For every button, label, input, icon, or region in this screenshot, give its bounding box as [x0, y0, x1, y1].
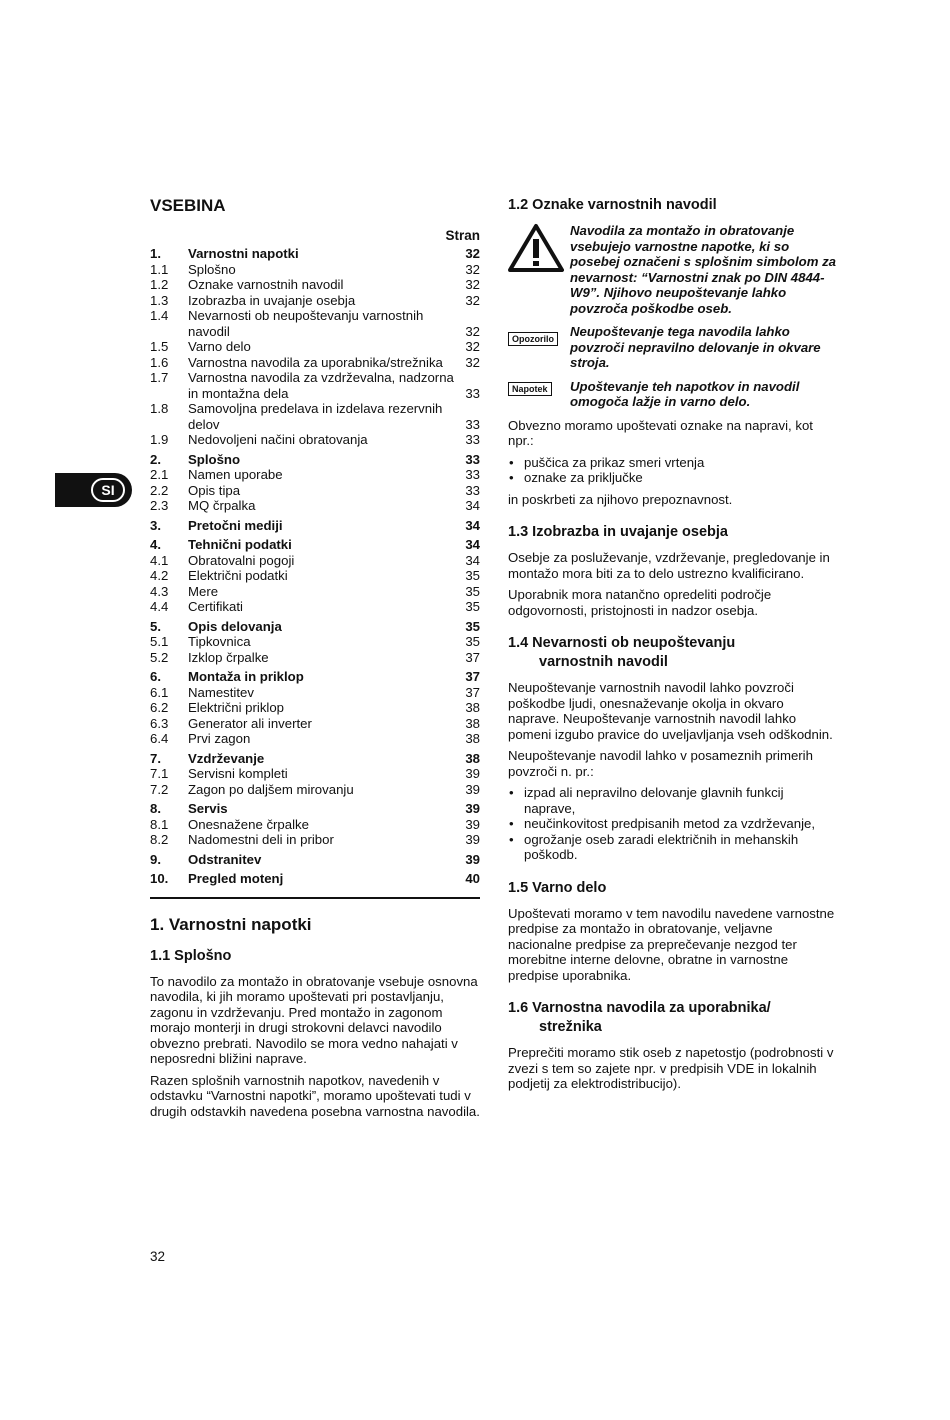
toc-entry-text: Opis tipa [188, 482, 241, 498]
toc-page-number: 32 [465, 246, 480, 261]
section-1-2-paragraph: Obvezno moramo upoštevati oznake na napravi, kot npr.: [508, 417, 813, 448]
toc-page-number: 35 [465, 599, 480, 614]
list-item: • puščica za prikaz smeri vrtenja [508, 455, 838, 471]
toc-page-header: Stran [445, 228, 480, 243]
toc-number: 5.1 [150, 634, 169, 649]
toc-row [150, 650, 480, 666]
toc-row [150, 308, 480, 339]
toc-row [150, 568, 480, 584]
toc-number: 4.3 [150, 583, 169, 599]
toc-row [150, 832, 480, 848]
section-1-4-title-line2: varnostnih navodil [539, 654, 668, 670]
toc-row [150, 634, 480, 650]
toc-page-number: 38 [465, 715, 480, 731]
toc-number: 7. [150, 750, 161, 766]
toc-number: 6.1 [150, 684, 169, 700]
toc-page-number: 32 [465, 292, 480, 308]
toc-row [150, 716, 480, 732]
toc-page-number: 32 [465, 339, 480, 354]
section-1-6-paragraph: Preprečiti moramo stik oseb z napetostjo (podrobnosti v zvezi s tem so zajete npr. v predpisih VDE in lokalnih podjetij za elektrodistribucijo). [508, 1045, 834, 1091]
toc-number: 4.1 [150, 552, 169, 568]
toc-entry-text: Tehnični podatki [188, 537, 292, 552]
toc-row [150, 467, 480, 483]
toc-number: 1.1 [150, 261, 169, 277]
toc-entry-text: Nedovoljeni načini obratovanja [188, 432, 368, 447]
language-tab [55, 473, 132, 507]
section-1-4-paragraph: Neupoštevanje navodil lahko v posameznih primerih povzroči n. pr.: [508, 748, 813, 779]
section-1-4-title-line1: 1.4 Nevarnosti ob neupoštevanju [508, 635, 736, 651]
toc-number: 6.4 [150, 731, 169, 746]
toc-page-number: 33 [465, 385, 480, 401]
toc-row [150, 262, 480, 278]
toc-row [150, 669, 480, 685]
toc-entry-text: Zagon po daljšem mirovanju [188, 781, 354, 797]
toc-number: 2.3 [150, 498, 169, 513]
toc-page-number: 33 [465, 416, 480, 432]
toc-entry-text: Varno delo [188, 339, 251, 354]
toc-row [150, 751, 480, 767]
warning-block [508, 223, 838, 316]
toc-entry-text: Namestitev [188, 684, 254, 700]
toc-page-number: 34 [465, 517, 480, 533]
toc-row [150, 355, 480, 371]
toc-row [150, 782, 480, 798]
toc-entry-text: Odstranitev [188, 851, 262, 867]
toc-row [150, 553, 480, 569]
toc-row [150, 293, 480, 309]
toc-number: 4. [150, 537, 161, 552]
toc-row [150, 432, 480, 448]
toc-entry-text: Servisni kompleti [188, 766, 288, 781]
toc-number: 1.6 [150, 354, 169, 370]
section-1-1-paragraph: Razen splošnih varnostnih napotkov, navedenih v odstavku “Varnostni napotki”, moramo upoštevati tudi v drugih odstavkih navedena posebna varnostna navodila. [150, 1072, 480, 1119]
toc-entry-text: Izklop črpalke [188, 649, 269, 665]
warning-text: Navodila za montažo in obratovanje vsebujejo varnostne napotke, ki so posebej označeni s splošnim simbolom za nevarnost: “Varnostni znak po DIN 4844-W9”. Njihovo neupoštevanje lahko povzroča poškodbe oseb. [570, 223, 837, 316]
toc-page-number: 38 [465, 731, 480, 746]
hazard-icon [508, 223, 570, 316]
toc-row [150, 731, 480, 747]
section-1-5-title: 1.5 Varno delo [508, 879, 607, 896]
toc-number: 1.4 [150, 308, 169, 323]
toc-number: 3. [150, 517, 161, 533]
section-1-2-bullets [508, 455, 838, 486]
toc-number: 1.3 [150, 292, 169, 308]
toc-number: 7.2 [150, 781, 169, 797]
toc-page-number: 33 [465, 482, 480, 498]
section-1-6-title [508, 999, 838, 1037]
section-1-5-paragraph: Upoštevati moramo v tem navodilu navedene varnostne predpise za montažo in obratovanje, veljavne nacionalne predpise za preprečevanje nezgod ter morebitne interne delovne, obratne in varnostne predpise uporabnika. [508, 905, 835, 983]
toc-entry-text: Električni podatki [188, 568, 288, 583]
toc-entry-text: Splošno [188, 261, 236, 277]
toc-page-number: 33 [465, 451, 480, 467]
toc-number: 4.4 [150, 599, 169, 614]
opozorilo-label: Opozorilo [508, 332, 558, 346]
section-1-1-paragraph: To navodilo za montažo in obratovanje vsebuje osnovna navodila, ki jih moramo upoštevati pri postavljanju, zagonu in vzdrževanju. Pred montažo in zagonom morajo monterji in drugi strokovni delavci navodilo obvezno prebrati. Navodilo se mora vedno nahajati v neposredni bližini naprave. [150, 973, 478, 1066]
section-1-6-title-line1: 1.6 Varnostna navodila za uporabnika/ [508, 1000, 771, 1016]
toc-entry-text: Pretočni mediji [188, 517, 283, 533]
section-1-3-title: 1.3 Izobrazba in uvajanje osebja [508, 524, 728, 540]
toc-number: 8. [150, 801, 161, 816]
toc-row [150, 277, 480, 293]
toc-page-number: 40 [465, 871, 480, 886]
toc-entry-text: MQ črpalka [188, 498, 256, 513]
toc-number: 6.3 [150, 715, 169, 731]
toc-page-number: 39 [465, 832, 480, 847]
language-tab-label: SI [91, 478, 125, 502]
toc-number: 2.1 [150, 467, 169, 482]
toc-entry-text: Servis [188, 801, 228, 816]
list-item: • ogrožanje oseb zaradi električnih in mehanskih poškodb. [508, 832, 838, 863]
section-1-2-title: 1.2 Oznake varnostnih navodil [508, 197, 717, 213]
caution-block [508, 324, 838, 371]
toc-page-number: 39 [465, 781, 480, 797]
caution-text: Neupoštevanje tega navodila lahko povzroči nepravilno delovanje in okvare stroja. [570, 324, 821, 370]
toc-row [150, 452, 480, 468]
toc-entry-text: Prvi zagon [188, 731, 251, 746]
toc-number: 1.2 [150, 277, 169, 292]
toc-entry-text: Splošno [188, 451, 241, 467]
toc-number: 5.2 [150, 649, 169, 665]
toc-row [150, 483, 480, 499]
toc-entry-text: Certifikati [188, 599, 243, 614]
toc-entry-text: Obratovalni pogoji [188, 552, 295, 568]
toc-list [150, 246, 480, 887]
list-item: • neučinkovitost predpisanih metod za vzdrževanje, [508, 816, 838, 832]
toc-entry-text: Izobrazba in uvajanje osebja [188, 292, 356, 308]
toc-number: 8.2 [150, 832, 169, 847]
toc-entry-text: Pregled motenj [188, 871, 284, 886]
toc-row [150, 401, 480, 432]
toc-page-number: 39 [465, 801, 480, 816]
toc-row [150, 817, 480, 833]
toc-page-number: 33 [465, 467, 480, 482]
toc-number: 9. [150, 851, 161, 867]
toc-row [150, 700, 480, 716]
toc-number: 6. [150, 669, 161, 684]
toc-row [150, 498, 480, 514]
section-1-3-paragraph: Osebje za posluževanje, vzdrževanje, pregledovanje in montažo mora biti za to delo ustrezno kvalificirano. [508, 550, 830, 581]
toc-number: 1.9 [150, 432, 169, 447]
toc-entry-text: Električni priklop [188, 700, 285, 715]
toc-number: 10. [150, 871, 169, 886]
toc-page-number: 39 [465, 766, 480, 781]
page-number: 32 [150, 1249, 166, 1264]
toc-page-number: 35 [465, 618, 480, 634]
toc-page-number: 35 [465, 583, 480, 599]
toc-row [150, 766, 480, 782]
toc-row [150, 246, 480, 262]
left-column [150, 196, 480, 1125]
toc-row [150, 584, 480, 600]
list-item: • oznake za priključke [508, 470, 838, 486]
toc-entry-text: Opis delovanja [188, 618, 282, 634]
toc-row [150, 852, 480, 868]
toc-page-number: 37 [465, 684, 480, 700]
toc-entry-text: Vzdrževanje [188, 750, 265, 766]
toc-number: 1.5 [150, 339, 169, 354]
toc-page-number: 32 [465, 323, 480, 339]
toc-row [150, 619, 480, 635]
section-1-4-bullets [508, 785, 838, 863]
toc-entry-text: Varnostna navodila za vzdrževalna, nadzorna in montažna dela [188, 370, 454, 401]
toc-entry-text: Onesnažene črpalke [188, 816, 309, 832]
right-column [508, 196, 838, 1098]
toc-entry-text: Montaža in priklop [188, 669, 304, 684]
toc-number: 4.2 [150, 568, 169, 583]
toc-row [150, 685, 480, 701]
toc-page-number: 38 [465, 750, 480, 766]
toc-number: 5. [150, 618, 161, 634]
list-item: • izpad ali nepravilno delovanje glavnih funkcij naprave, [508, 785, 838, 816]
toc-number: 1.7 [150, 370, 169, 385]
section-1-4-title [508, 634, 838, 672]
note-text: Upoštevanje teh napotkov in navodil omogoča lažje in varno delo. [570, 378, 800, 409]
toc-entry-text: Oznake varnostnih navodil [188, 277, 344, 292]
section-1-3-paragraph: Uporabnik mora natančno opredeliti področje odgovornosti, pristojnosti in nadzor osebja. [508, 587, 772, 618]
toc-row [150, 599, 480, 615]
section-1-2-paragraph: in poskrbeti za njihovo prepoznavnost. [508, 491, 733, 507]
toc-page-number: 34 [465, 552, 480, 568]
toc-number: 8.1 [150, 816, 169, 832]
toc-page-number: 34 [465, 537, 480, 552]
toc-row [150, 370, 480, 401]
section-1-1-title: 1.1 Splošno [150, 947, 232, 964]
toc-page-number: 39 [465, 851, 480, 867]
toc-entry-text: Nevarnosti ob neupoštevanju varnostnih navodil [188, 308, 424, 339]
toc-number: 2. [150, 451, 161, 467]
toc-number: 7.1 [150, 766, 169, 781]
toc-row [150, 518, 480, 534]
section-1-4-paragraph: Neupoštevanje varnostnih navodil lahko povzroči poškodbe ljudi, onesnaževanje okolja in okvaro naprave. Neupoštevanje varnostnih navodil lahko pomeni izgubo pravice do uveljavljanja vseh odškodnin. [508, 680, 833, 742]
toc-page-number: 38 [465, 700, 480, 715]
toc-entry-text: Varnostni napotki [188, 246, 299, 261]
toc-page-number: 32 [465, 277, 480, 292]
toc-entry-text: Mere [188, 583, 219, 599]
toc-page-number: 35 [465, 568, 480, 583]
section-1-6-title-line2: strežnika [539, 1019, 602, 1035]
note-block [508, 379, 838, 410]
toc-entry-text: Samovoljna predelava in izdelava rezervnih delov [188, 401, 443, 432]
toc-page-number: 33 [465, 432, 480, 447]
toc-row [150, 871, 480, 887]
toc-page-number: 32 [465, 354, 480, 370]
toc-entry-text: Varnostna navodila za uporabnika/strežnika [188, 354, 443, 370]
toc-page-number: 35 [465, 634, 480, 649]
toc-number: 2.2 [150, 482, 169, 498]
toc-entry-text: Tipkovnica [188, 634, 251, 649]
toc-page-number: 37 [465, 669, 480, 684]
toc-number: 1.8 [150, 401, 169, 416]
section-1-title: 1. Varnostni napotki [150, 914, 312, 934]
toc-entry-text: Namen uporabe [188, 467, 283, 482]
toc-entry-text: Nadomestni deli in pribor [188, 832, 334, 847]
toc-page-number: 39 [465, 816, 480, 832]
napotek-label: Napotek [508, 382, 552, 396]
toc-row [150, 801, 480, 817]
toc-page-number: 37 [465, 649, 480, 665]
toc-number: 1. [150, 246, 161, 261]
toc-page-number: 32 [465, 261, 480, 277]
toc-title: VSEBINA [150, 196, 226, 215]
toc-entry-text: Generator ali inverter [188, 715, 312, 731]
toc-number: 6.2 [150, 700, 169, 715]
toc-row [150, 339, 480, 355]
toc-divider [150, 897, 480, 899]
toc-page-number: 34 [465, 498, 480, 513]
toc-row [150, 537, 480, 553]
